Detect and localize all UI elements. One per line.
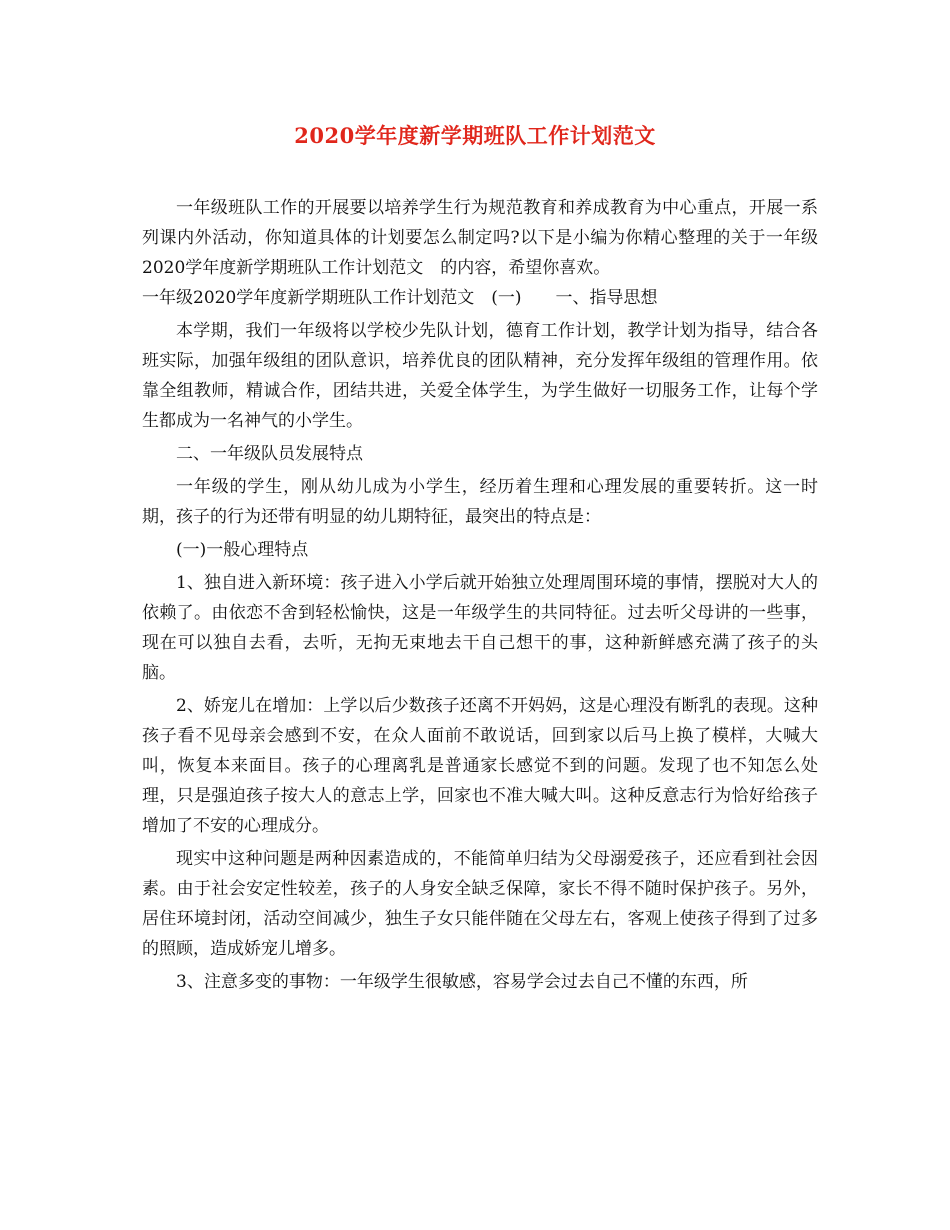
section-heading-plan-one: 一年级2020学年度新学期班队工作计划范文 (一) 一、指导思想 [142,288,658,308]
point-3-paragraph: 3、注意多变的事物：一年级学生很敏感，容易学会过去自己不懂的东西，所 [176,972,748,992]
section-heading-features: 二、一年级队员发展特点 [176,444,363,464]
point-1-paragraph: 1、独自进入新环境：孩子进入小学后就开始独立处理周围环境的事情，摆脱对大人的依赖了。由依恋不舍到轻松愉快，这是一年级学生的共同特征。过去听父母讲的一些事，现在可以独自去看，去听，无拘无束地去干自己想干的事，这种新鲜感充满了孩子的头脑。 [142,573,818,683]
point-2-paragraph: 2、娇宠儿在增加：上学以后少数孩子还离不开妈妈，这是心理没有断乳的表现。这种孩子看不见母亲会感到不安，在众人面前不敢说话，回到家以后马上换了模样，大喊大叫，恢复本来面目。孩子的心理离乳是普通家长感觉不到的问题。发现了也不知怎么处理，只是强迫孩子按大人的意志上学，回家也不准大喊大叫。这种反意志行为恰好给孩子增加了不安的心理成分。 [142,696,818,836]
intro-paragraph: 一年级班队工作的开展要以培养学生行为规范教育和养成教育为中心重点，开展一系列课内外活动，你知道具体的计划要怎么制定吗?以下是小编为你精心整理的关于一年级2020学年度新学期班队工作计划范文 的内容，希望你喜欢。 [142,198,818,278]
document-title: 2020学年度新学期班队工作计划范文 [294,123,656,148]
guiding-thought-paragraph: 本学期，我们一年级将以学校少先队计划，德育工作计划，教学计划为指导，结合各班实际，加强年级组的团队意识，培养优良的团队精神，充分发挥年级组的管理作用。依靠全组教师，精诚合作，团结共进，关爱全体学生，为学生做好一切服务工作，让每个学生都成为一名神气的小学生。 [142,321,818,431]
document-body [142,193,818,997]
reality-paragraph: 现实中这种问题是两种因素造成的，不能简单归结为父母溺爱孩子，还应看到社会因素。由于社会安定性较差，孩子的人身安全缺乏保障，家长不得不随时保护孩子。另外，居住环境封闭，活动空间减少，独生子女只能伴随在父母左右，客观上使孩子得到了过多的照顾，造成娇宠儿增多。 [142,849,818,959]
subheading-general-psychology: (一)一般心理特点 [176,540,309,560]
features-intro-paragraph: 一年级的学生，刚从幼儿成为小学生，经历着生理和心理发展的重要转折。这一时期，孩子的行为还带有明显的幼儿期特征，最突出的特点是： [142,477,818,527]
